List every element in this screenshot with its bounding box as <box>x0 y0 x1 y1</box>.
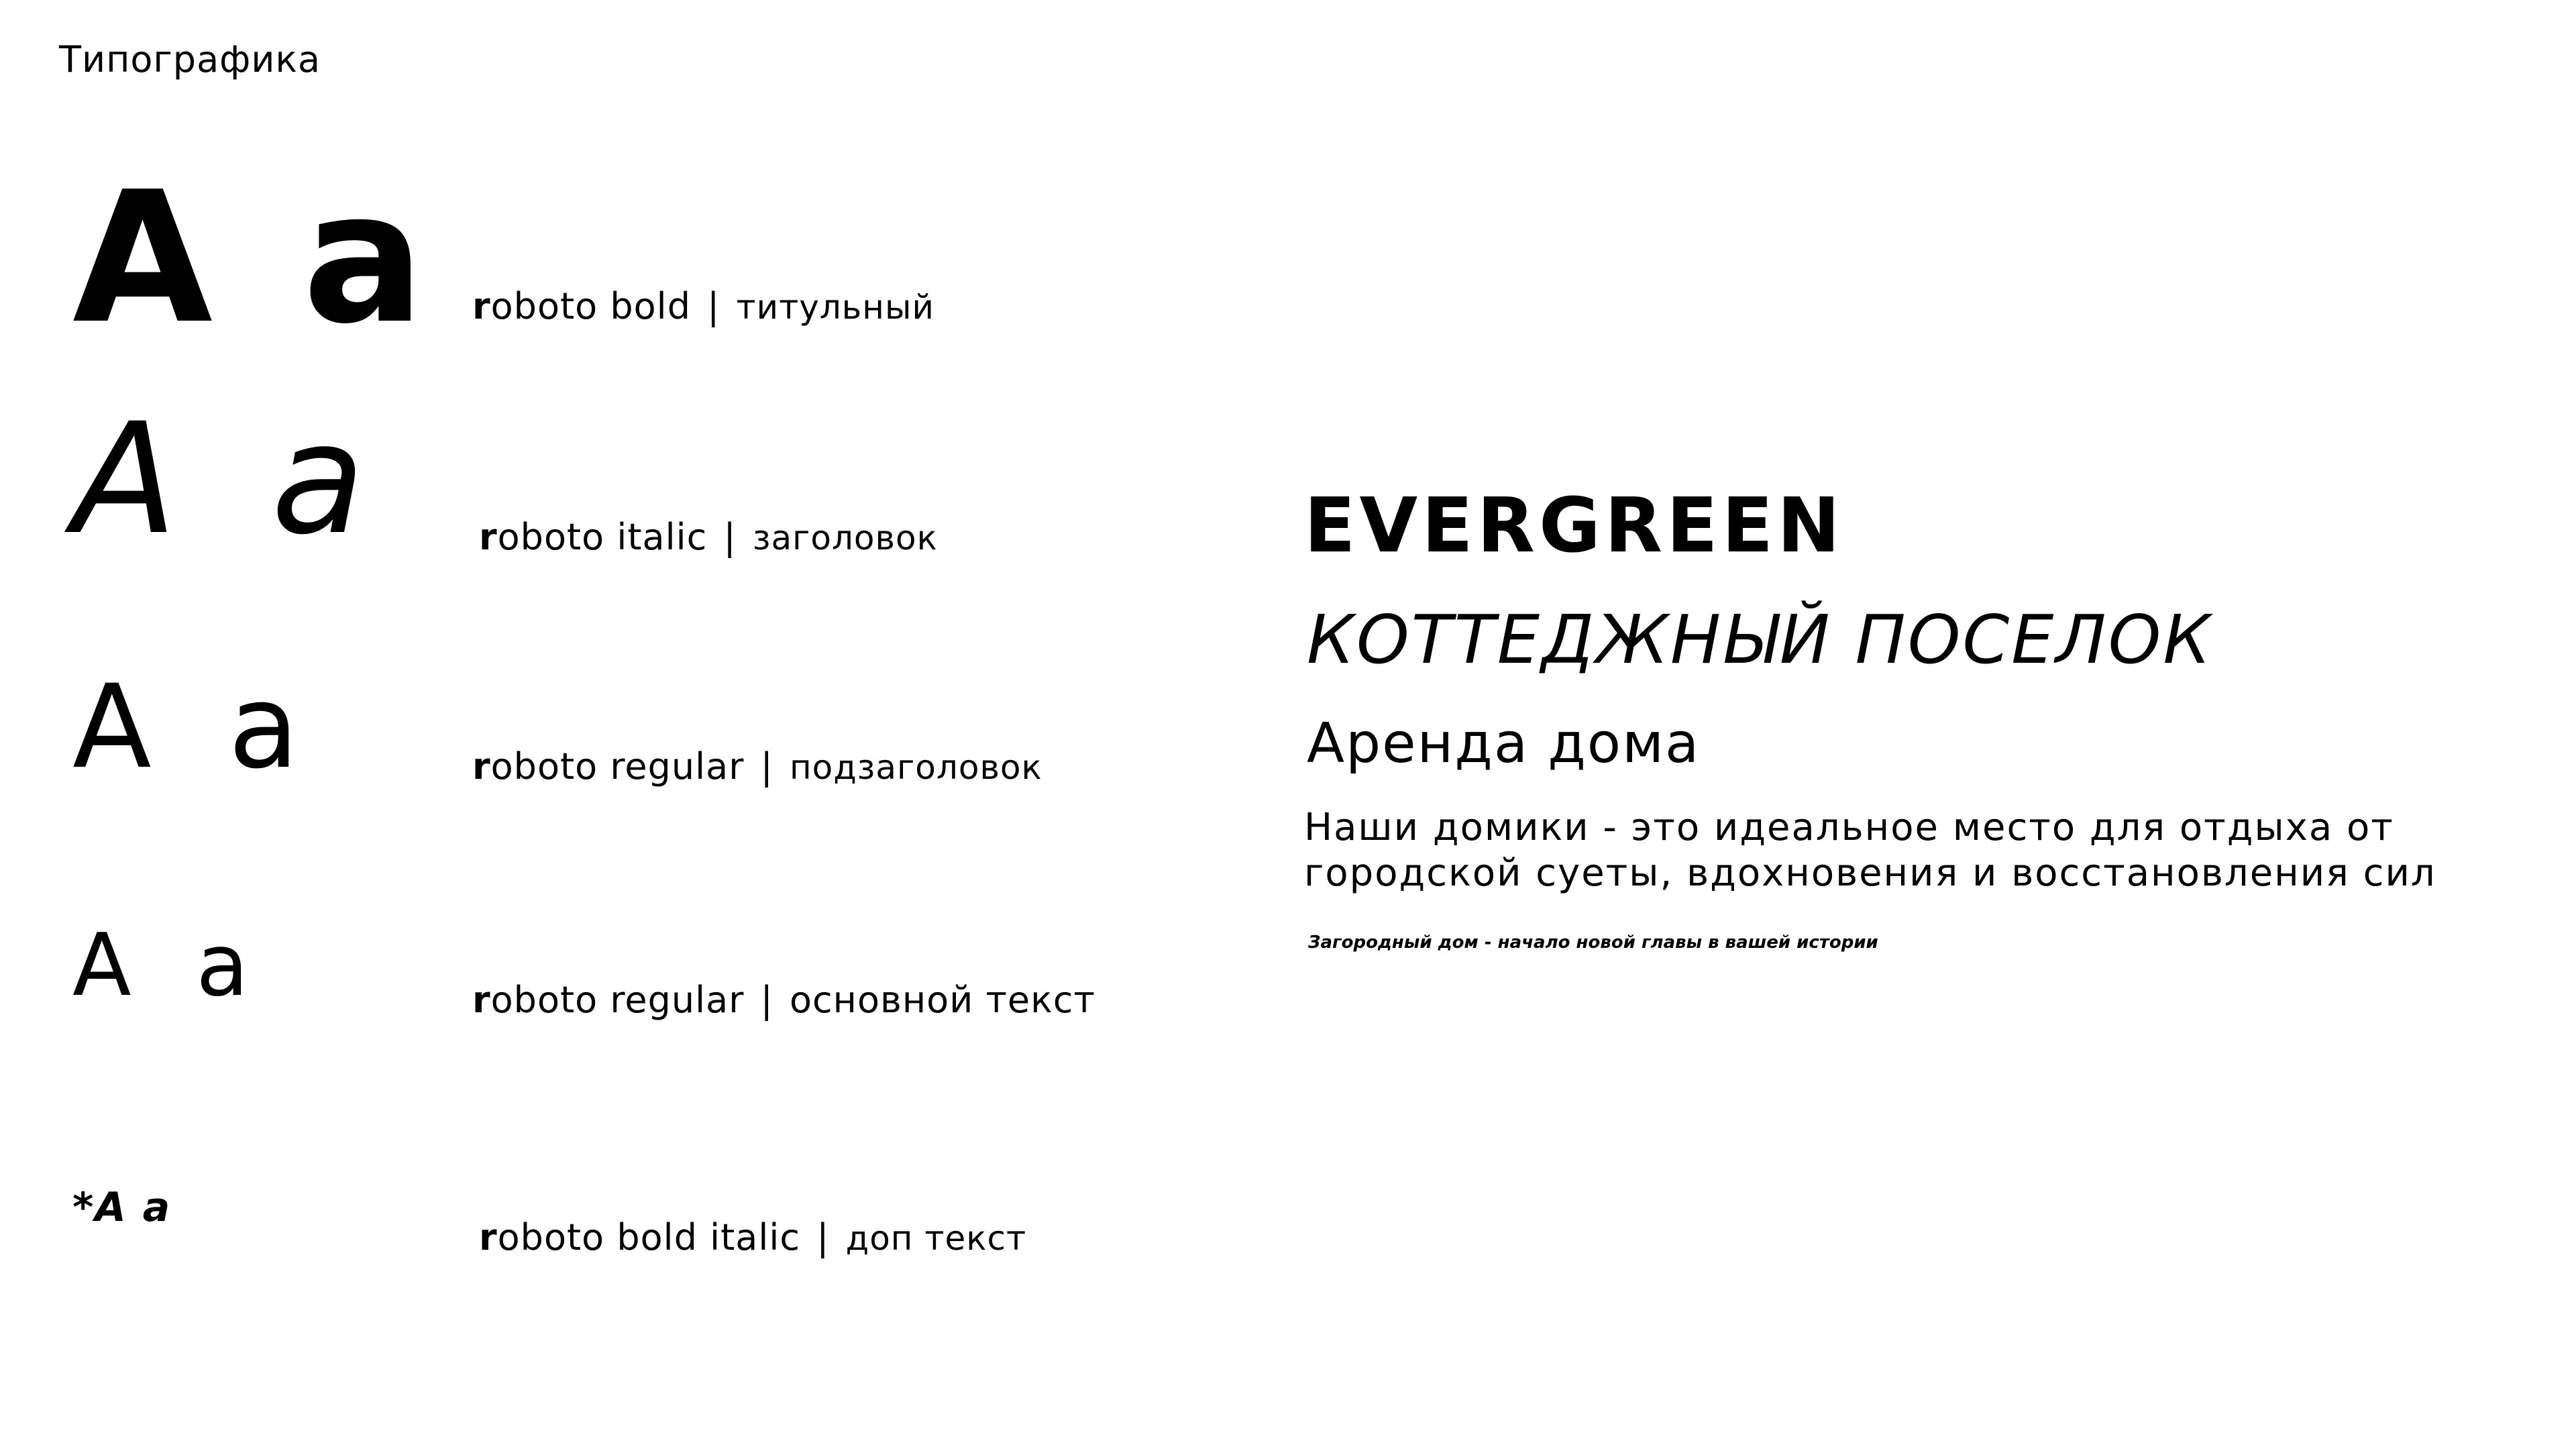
style-label-role: заголовок <box>752 519 938 557</box>
brand-name: EVERGREEN <box>1304 482 1844 570</box>
style-label-font: oboto regular <box>490 745 745 788</box>
brand-heading: Аренда дома <box>1307 712 1701 775</box>
specimen-bold-italic-glyphs: *A a <box>72 1184 172 1231</box>
style-label-separator: | <box>816 1216 830 1258</box>
page-title: Типографика <box>59 38 321 80</box>
style-label-font: oboto bold italic <box>497 1216 801 1258</box>
style-label-regular-body <box>472 979 1095 1021</box>
style-label-initial: r <box>472 745 491 788</box>
brand-body-line-2: городской суеты, вдохновения и восстановления сил <box>1304 851 2436 895</box>
style-label-separator: | <box>760 979 773 1021</box>
brand-body-line-1: Наши домики - это идеальное место для отдыха от <box>1304 806 2394 849</box>
style-label-role: доп текст <box>845 1219 1027 1258</box>
brand-note: Загородный дом - начало новой главы в вашей истории <box>1308 932 1878 953</box>
style-label-regular-subheading <box>472 745 1042 788</box>
style-label-role: титульный <box>736 288 934 327</box>
specimen-regular-glyphs: A a <box>72 659 319 794</box>
style-label-initial: r <box>472 979 491 1021</box>
specimen-regular-body-glyphs: A a <box>72 916 268 1016</box>
style-label-initial: r <box>479 516 498 558</box>
style-label-font: oboto regular <box>490 979 745 1021</box>
specimen-bold-glyphs: A a <box>72 152 439 364</box>
specimen-italic-glyphs: A a <box>72 390 388 568</box>
brand-subtitle: КОТТЕДЖНЫЙ ПОСЕЛОК <box>1307 600 2213 679</box>
style-label-initial: r <box>472 285 491 327</box>
style-label-separator: | <box>707 285 720 327</box>
style-label-bold <box>472 285 934 327</box>
style-label-separator: | <box>723 516 737 558</box>
style-label-font: oboto italic <box>497 516 708 558</box>
style-label-font: oboto bold <box>490 285 691 327</box>
style-label-bold-italic <box>479 1216 1027 1258</box>
style-label-role: основной текст <box>789 979 1095 1021</box>
style-label-role: подзаголовок <box>789 748 1042 787</box>
brand-body-text <box>1304 805 2436 896</box>
style-label-separator: | <box>760 745 773 788</box>
style-label-initial: r <box>479 1216 498 1258</box>
style-label-italic <box>479 516 938 558</box>
